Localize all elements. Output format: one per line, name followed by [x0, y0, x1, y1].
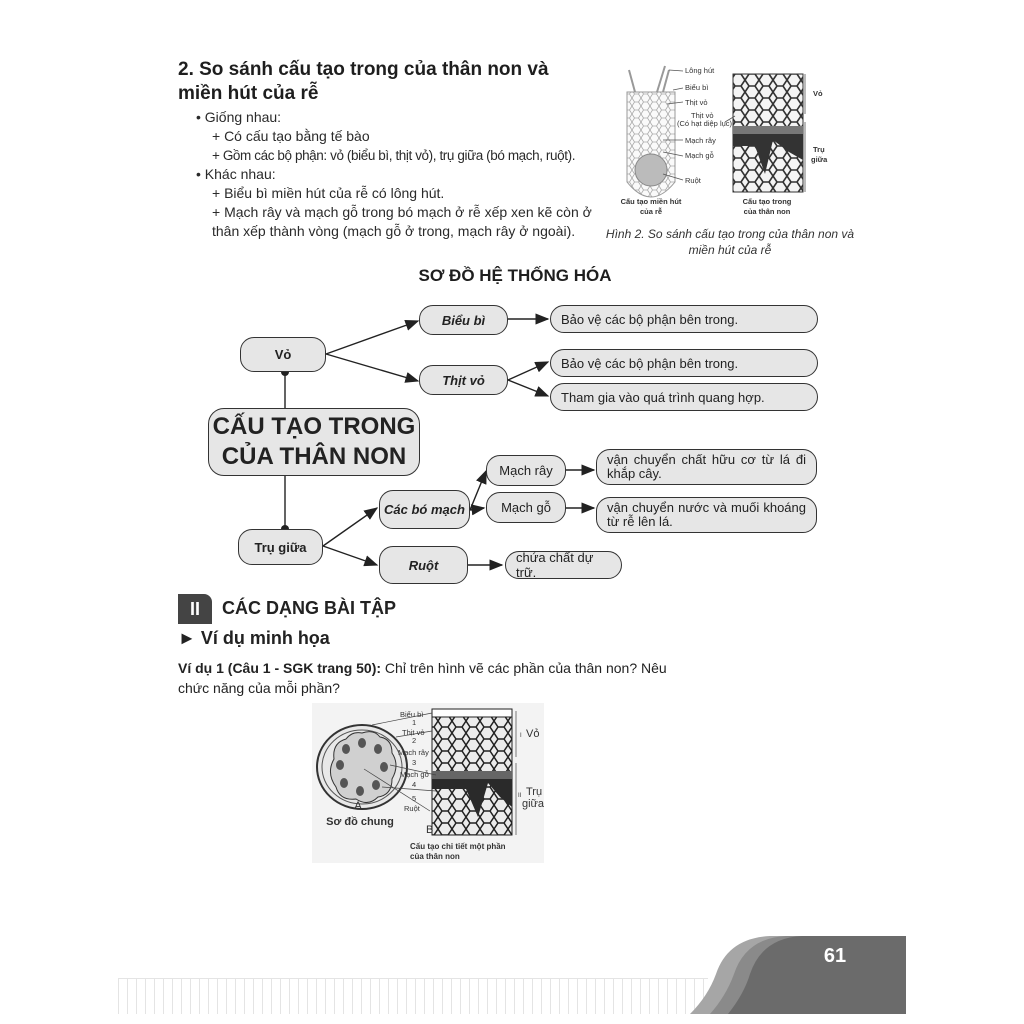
svg-text:Mạch gỗ: Mạch gỗ [685, 151, 714, 160]
section-heading: 2. So sánh cấu tạo trong của thân non và miền hút của rễ [178, 59, 549, 104]
diagram-title: SƠ ĐỒ HỆ THỐNG HÓA [418, 266, 612, 285]
subsection-title: ► Ví dụ minh họa [178, 628, 330, 648]
node-thit-vo-desc-2: Tham gia vào quá trình quang hợp. [550, 383, 818, 411]
section-number-badge: II [178, 594, 212, 624]
node-thit-vo: Thịt vỏ [419, 365, 508, 395]
node-bieu-bi: Biểu bì [419, 305, 508, 335]
node-mach-go-desc: vận chuyển nước và muối khoáng từ rễ lên lá. [596, 497, 817, 533]
different-item: + Mạch rây và mạch gỗ trong bó mạch ở rễ xếp xen kẽ còn ở thân xếp thành vòng (mạch gỗ ở trong, mạch rây ở ngoài). [212, 204, 592, 239]
section-title: CÁC DẠNG BÀI TẬP [222, 598, 396, 618]
svg-text:Cấu tạo trong: Cấu tạo trong [742, 197, 792, 206]
svg-text:giữa: giữa [522, 798, 544, 810]
svg-text:I: I [520, 733, 522, 739]
node-ruot-desc: chứa chất dự trữ. [505, 551, 622, 579]
svg-text:4: 4 [412, 780, 417, 789]
svg-text:B: B [426, 824, 434, 836]
svg-text:của rễ: của rễ [639, 207, 663, 216]
svg-text:Cấu tạo chi tiết một phần: Cấu tạo chi tiết một phần [410, 842, 506, 851]
svg-text:5: 5 [412, 794, 417, 803]
similar-item: + Có cấu tạo bằng tế bào [212, 128, 370, 144]
svg-text:Vỏ: Vỏ [526, 728, 540, 740]
node-mach-go: Mạch gỗ [486, 492, 566, 523]
svg-text:Lông hút: Lông hút [685, 66, 715, 75]
svg-text:A: A [354, 800, 362, 812]
page-number: 61 [823, 945, 847, 967]
svg-text:Cấu tạo miền hút: Cấu tạo miền hút [620, 197, 682, 206]
node-bo-mach: Các bó mạch [379, 490, 470, 529]
example-label: Ví dụ 1 (Câu 1 - SGK trang 50): [178, 660, 382, 676]
svg-text:Thịt vỏ: Thịt vỏ [685, 98, 708, 107]
svg-text:Thịt vỏ: Thịt vỏ [402, 728, 425, 737]
similar-label: • Giống nhau: [196, 109, 282, 125]
footer-decoration [118, 978, 708, 1014]
different-item: + Biểu bì miền hút của rễ có lông hút. [212, 185, 445, 201]
svg-text:II: II [518, 793, 522, 799]
node-tru-giua: Trụ giữa [238, 529, 323, 565]
svg-text:Mạch rây: Mạch rây [685, 136, 716, 145]
page-tab-decoration [690, 934, 906, 1014]
svg-text:Vỏ: Vỏ [813, 89, 823, 98]
svg-text:giữa: giữa [811, 155, 828, 164]
svg-text:Trụ: Trụ [526, 786, 543, 798]
similar-item: + Gồm các bộ phận: vỏ (biểu bì, thịt vỏ), trụ giữa (bó mạch, ruột). [212, 148, 576, 163]
svg-text:2: 2 [412, 736, 417, 745]
svg-text:Trụ: Trụ [813, 145, 825, 154]
node-mach-ray: Mạch rây [486, 455, 566, 486]
svg-text:Ruột: Ruột [685, 176, 701, 185]
example-question [178, 658, 690, 698]
svg-text:Mạch rây: Mạch rây [398, 748, 429, 757]
stem-cross-section-illustration [312, 703, 544, 863]
svg-text:(Có hạt diệp lục): (Có hạt diệp lục) [677, 119, 733, 128]
node-bieu-bi-desc: Bảo vệ các bộ phận bên trong. [550, 305, 818, 333]
node-thit-vo-desc-1: Bảo vệ các bộ phận bên trong. [550, 349, 818, 377]
example-text: Chỉ trên hình vẽ các phần của thân non? Nêu chức năng của mỗi phần? [178, 660, 667, 696]
svg-text:Ruột: Ruột [404, 804, 420, 813]
node-center [208, 408, 420, 476]
figure-caption: Hình 2. So sánh cấu tạo trong của thân non và miền hút của rễ [605, 227, 855, 257]
node-ruot: Ruột [379, 546, 468, 584]
svg-text:của thân non: của thân non [743, 207, 791, 216]
center-line-2: CỦA THÂN NON [221, 443, 407, 470]
node-mach-ray-desc: vận chuyển chất hữu cơ từ lá đi khắp cây. [596, 449, 817, 485]
svg-text:1: 1 [412, 718, 417, 727]
svg-text:Biểu bì: Biểu bì [685, 83, 709, 92]
center-line-1: CẤU TẠO TRONG [212, 413, 416, 440]
different-label: • Khác nhau: [196, 166, 276, 182]
svg-text:của thân non: của thân non [410, 852, 460, 861]
svg-text:3: 3 [412, 758, 417, 767]
svg-text:Biểu bì: Biểu bì [400, 710, 424, 719]
svg-text:Mạch gỗ: Mạch gỗ [400, 770, 429, 779]
node-vo: Vỏ [240, 337, 326, 372]
figure-stem-structure [312, 703, 544, 863]
svg-text:Sơ đồ chung: Sơ đồ chung [326, 816, 394, 828]
svg-text:Thịt vỏ: Thịt vỏ [691, 111, 714, 120]
